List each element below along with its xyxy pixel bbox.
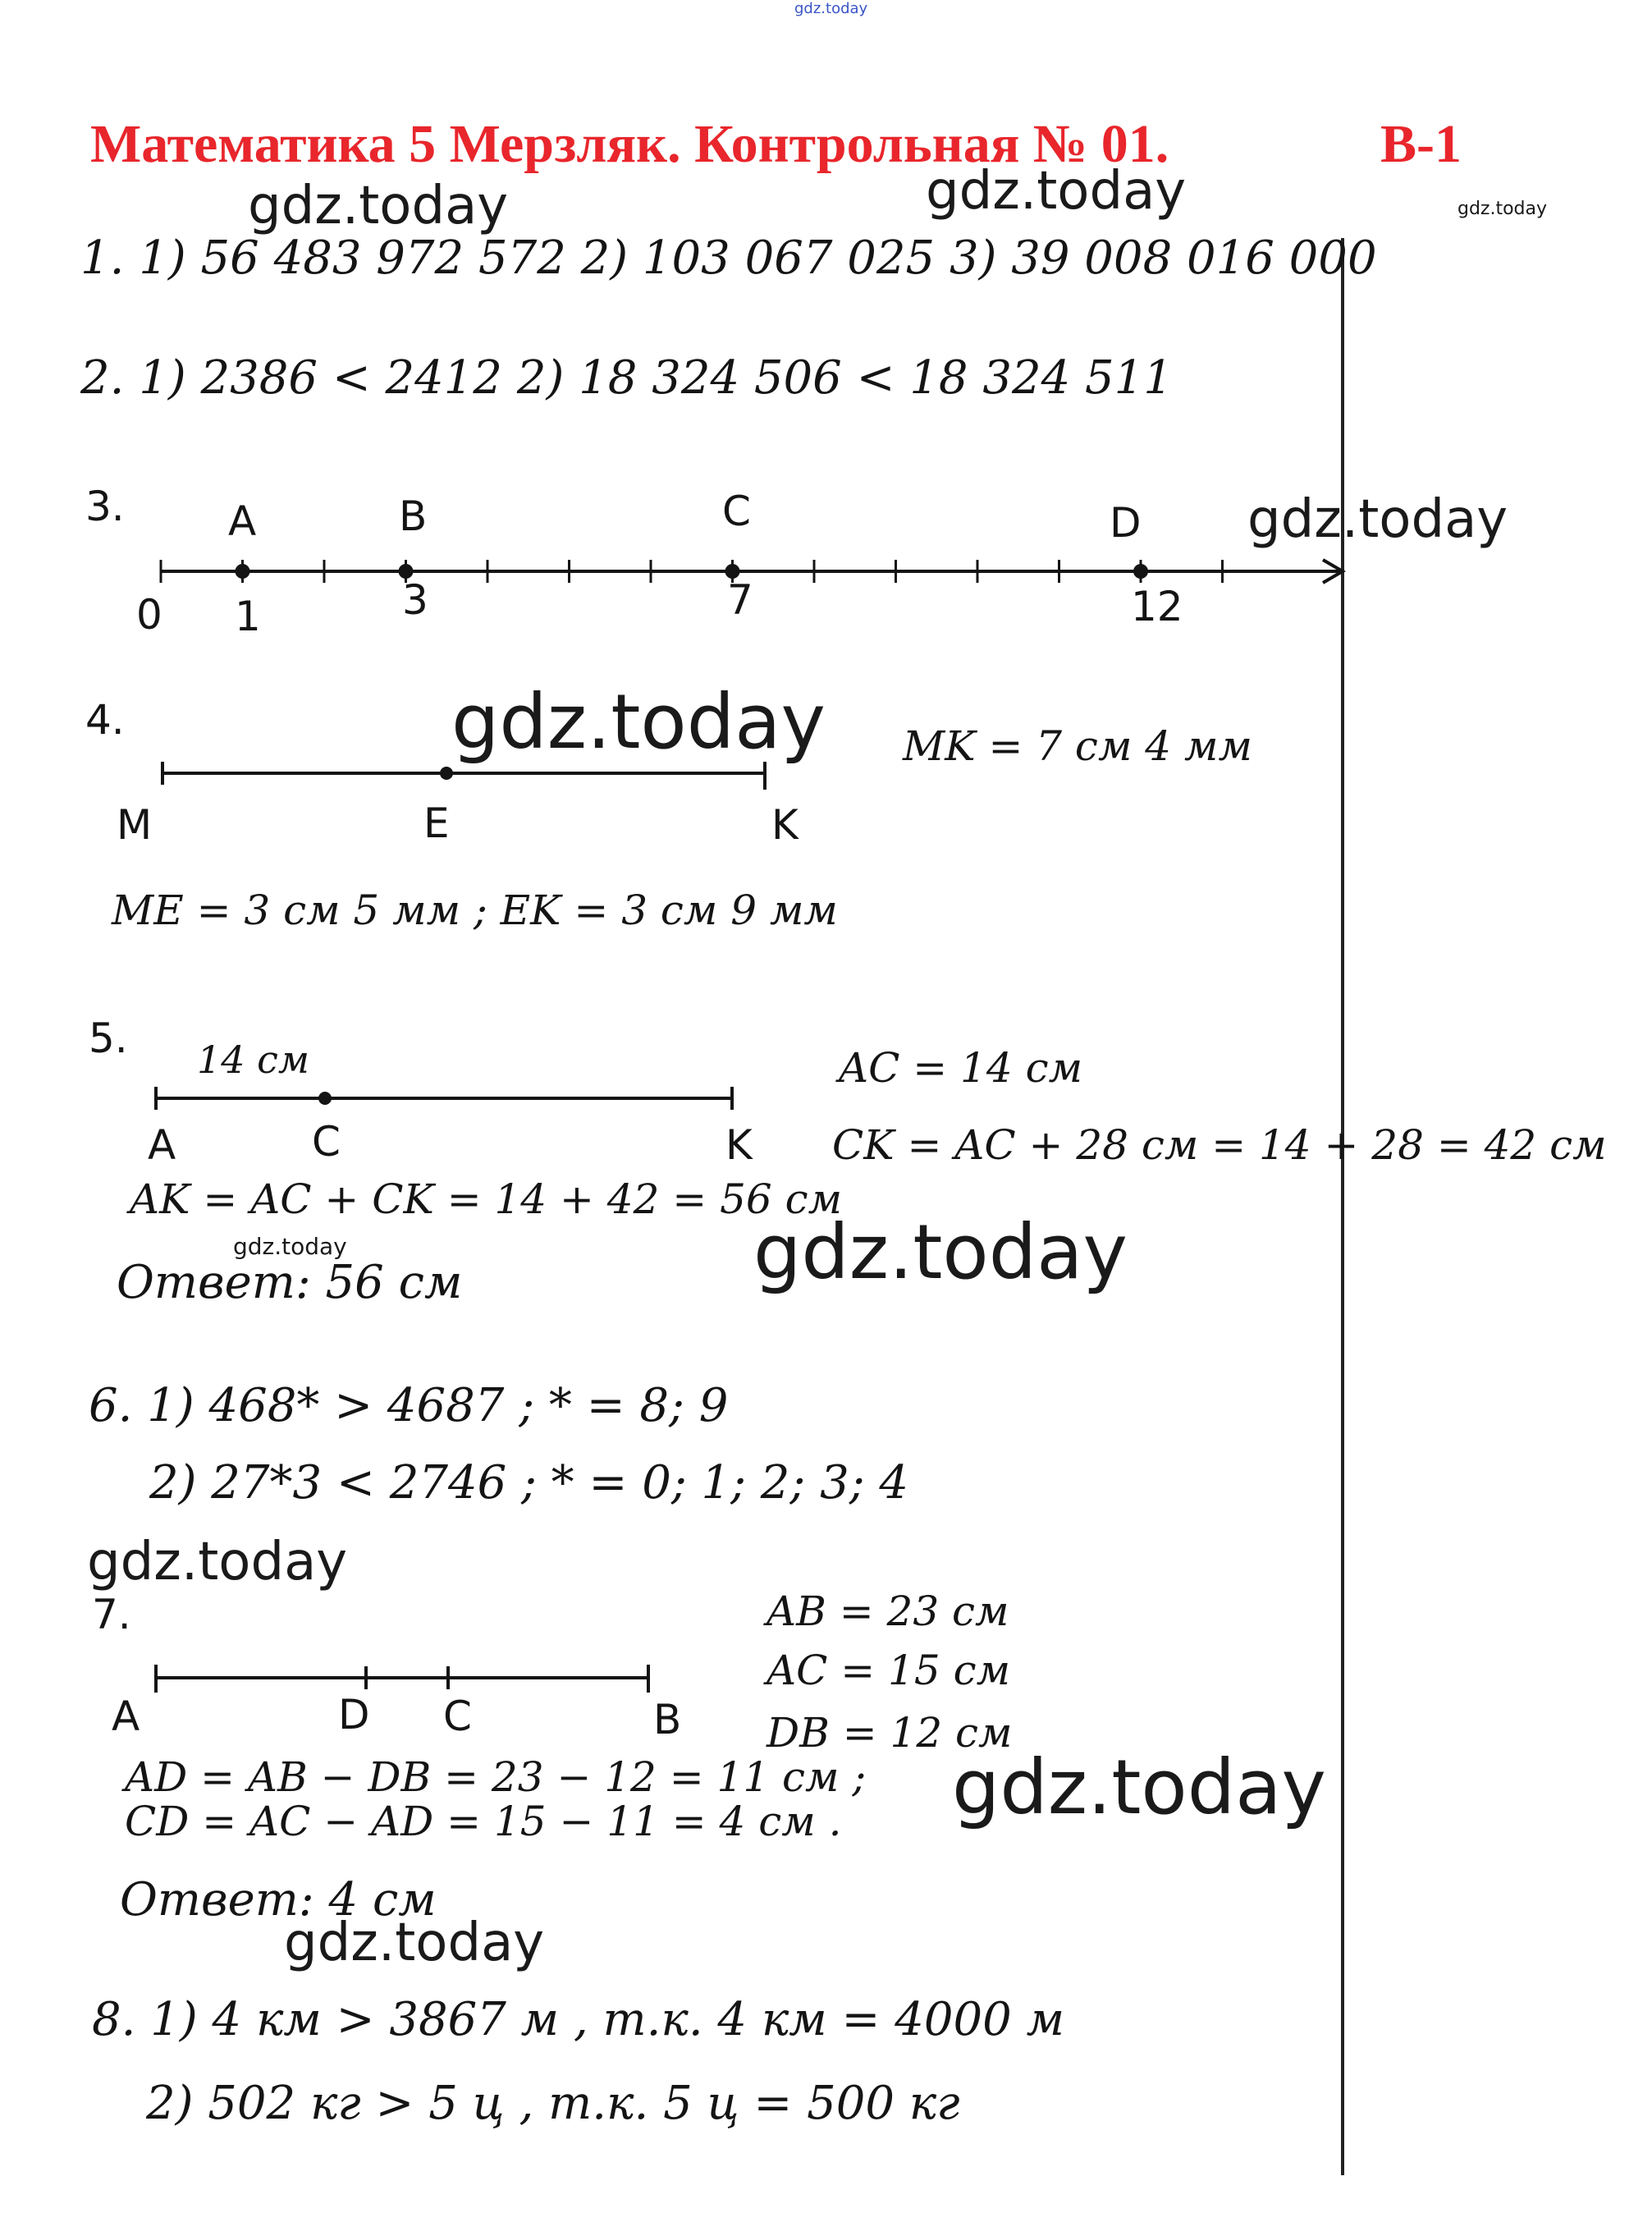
watermark-3: gdz.today <box>1458 199 1548 219</box>
task5-label-c: C <box>312 1118 341 1166</box>
task3-origin-label: 0 <box>136 591 162 639</box>
task2-text: 2. 1) 2386 < 2412 2) 18 324 506 < 18 324 511 <box>80 351 1173 405</box>
task3-point-label-a: A <box>228 497 257 545</box>
task4-mk: MK = 7 см 4 мм <box>903 722 1252 770</box>
task5-ck: CK = AC + 28 см = 14 + 28 = 42 см <box>832 1121 1607 1169</box>
task7-ac: AC = 15 см <box>767 1647 1011 1694</box>
task4-label-e: E <box>423 799 450 847</box>
task7-label-b: B <box>653 1696 682 1743</box>
task5-number: 5. <box>89 1015 128 1062</box>
task7-cd: CD = AC − AD = 15 − 11 = 4 см . <box>125 1798 842 1845</box>
task5-label-a: A <box>148 1121 176 1169</box>
task4-label-m: M <box>117 801 153 849</box>
task3-point-label-b: B <box>399 493 428 540</box>
task3-point-label-d: D <box>1110 499 1142 547</box>
watermark-6: gdz.today <box>233 1233 347 1260</box>
task3-point-value-7: 7 <box>727 576 753 624</box>
task8-line2: 2) 502 кг > 5 ц , т.к. 5 ц = 500 кг <box>146 2077 960 2130</box>
top-watermark: gdz.today <box>794 0 868 17</box>
task7-db: DB = 12 см <box>767 1709 1013 1757</box>
watermark-1: gdz.today <box>248 176 509 236</box>
variant-label: В-1 <box>1380 114 1462 174</box>
task5-ac: AC = 14 см <box>839 1044 1083 1092</box>
page-title: Математика 5 Мерзляк. Контрольная № 01. <box>90 114 1169 174</box>
task3-number: 3. <box>85 483 125 530</box>
watermark-10: gdz.today <box>284 1913 545 1973</box>
task7-number: 7. <box>92 1591 131 1638</box>
watermark-7: gdz.today <box>753 1208 1128 1296</box>
task7-label-d: D <box>338 1691 370 1739</box>
task5-ak: AK = AC + CK = 14 + 42 = 56 см <box>130 1175 843 1223</box>
task3-point-label-c: C <box>722 488 751 535</box>
watermark-8: gdz.today <box>87 1532 348 1592</box>
task1-text: 1. 1) 56 483 972 572 2) 103 067 025 3) 39 008 016 000 <box>80 231 1377 285</box>
watermark-4: gdz.today <box>1247 489 1508 550</box>
task6-line2: 2) 27*3 < 2746 ; * = 0; 1; 2; 3; 4 <box>149 1456 909 1510</box>
task7-answer: Ответ: 4 см <box>120 1873 437 1926</box>
task3-point-value-1: 1 <box>235 593 261 640</box>
task6-line1: 6. 1) 468* > 4687 ; * = 8; 9 <box>89 1379 729 1432</box>
task7-ad: AD = AB − DB = 23 − 12 = 11 см ; <box>125 1753 867 1801</box>
task3-point-value-12: 12 <box>1131 583 1183 630</box>
task5-label-k: K <box>725 1121 753 1169</box>
task4-number: 4. <box>85 696 125 744</box>
task8-line1: 8. 1) 4 км > 3867 м , т.к. 4 км = 4000 м <box>92 1993 1064 2046</box>
watermark-5: gdz.today <box>451 678 826 766</box>
task7-label-a: A <box>112 1693 140 1740</box>
watermark-2: gdz.today <box>926 161 1187 222</box>
task7-label-c: C <box>443 1693 472 1740</box>
watermark-9: gdz.today <box>952 1743 1326 1831</box>
task5-length-label: 14 см <box>197 1038 310 1082</box>
task7-ab: AB = 23 см <box>767 1587 1009 1635</box>
task3-point-value-3: 3 <box>402 576 428 624</box>
task4-label-k: K <box>771 801 799 849</box>
task5-answer: Ответ: 56 см <box>117 1256 463 1309</box>
task4-me-ek: ME = 3 см 5 мм ; EK = 3 см 9 мм <box>112 887 838 934</box>
